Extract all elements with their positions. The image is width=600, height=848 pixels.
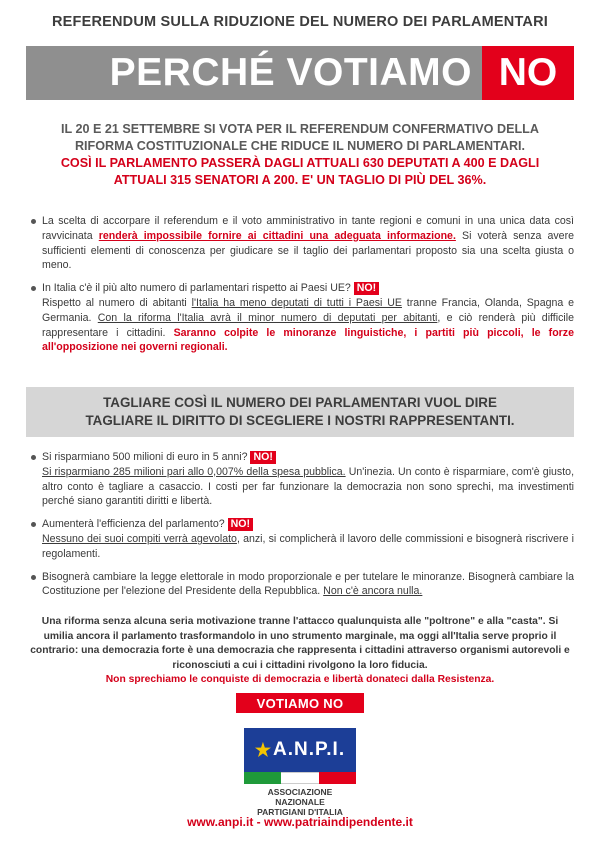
italian-flag-icon (244, 772, 356, 784)
statement-line-2: TAGLIARE IL DIRITTO DI SCEGLIERE I NOSTRI RAPPRESENTANTI. (85, 413, 515, 428)
bullet-highlight: Saranno colpite le minoranze linguistiche, i partiti più piccoli, le forze all'opposizione nei governi regionali. (42, 326, 574, 354)
bullet-text: , e ciò renderà più difficile rappresentare i cittadini. (42, 311, 574, 339)
bullet-underlined: Si risparmiano 285 milioni pari allo 0,007% della spesa pubblica. (42, 465, 346, 478)
bullet-question: Si risparmiano 500 milioni di euro in 5 anni? (42, 451, 251, 463)
bullet-highlight: renderà impossibile fornire ai cittadini una adeguata informazione. (98, 229, 456, 242)
page-supertitle: REFERENDUM SULLA RIDUZIONE DEL NUMERO DEI PARLAMENTARI (51, 14, 548, 30)
logo-mark (244, 728, 356, 772)
logo-acronym: A.N.P.I. (273, 739, 346, 760)
no-badge: NO! (228, 518, 253, 531)
closing-paragraph: Una riforma senza alcuna seria motivazione tranne l'attacco qualunquista alle "poltrone" e alla "casta". Si umilia ancora il parlamento trasformandolo in uno strumento marginale, ma oggi all'Italia serve proprio il contrario: una democrazia forte è una democrazia che rappresenta i cittadini attraverso organismi autorevoli e riconosciuti a cui i cittadini rivolgono la loro fiducia. (30, 616, 570, 671)
list-item (26, 517, 574, 561)
no-badge: NO! (354, 282, 379, 295)
bullet-underlined: Non c'è ancora nulla. (323, 585, 423, 598)
bullet-text: Un'inezia. Un conto è risparmiare, com'è giusto, altro conto è tagliare a casaccio. I costi per far funzionare la democrazia non sono sprechi, ma investimenti perché siano garantiti diritti e libertà. (42, 465, 575, 508)
list-item (26, 450, 574, 509)
title-banner (26, 46, 574, 100)
bullet-text: Bisognerà cambiare la legge elettorale in modo proporzionale e per tutelare le minoranze. Bisognerà cambiare la Costituzione per l'elezione del Presidente della Repubblica. (42, 570, 574, 598)
bullet-question: In Italia c'è il più alto numero di parlamentari rispetto ai Paesi UE? (42, 282, 354, 295)
intro-text (26, 121, 574, 189)
bullet-underlined: Nessuno dei suoi compiti verrà agevolato (42, 532, 237, 545)
logo-caption (244, 787, 356, 817)
intro-red-line-1: COSÌ IL PARLAMENTO PASSERÀ DAGLI ATTUALI 630 DEPUTATI A 400 E DAGLI (60, 156, 540, 170)
bullet-underlined: Con la riforma l'Italia avrà il minor numero di deputati per abitanti (97, 311, 438, 324)
bullet-text: Si voterà senza avere sufficienti elementi di conoscenza per giudicare se il taglio dei parlamentari proposto sia una scelta giusta o meno. (42, 229, 574, 272)
bullet-text: La scelta di accorpare il referendum e il voto amministrativo in tante regioni e comuni in una unica data così ravvicinata (42, 215, 574, 242)
list-item (26, 281, 574, 355)
banner-title: PERCHÉ VOTIAMO (26, 46, 482, 100)
statement-box (26, 387, 574, 437)
footer-links[interactable]: www.anpi.it - www.patriaindipendente.it (187, 815, 413, 829)
closing-text (26, 615, 574, 688)
statement-line-1: TAGLIARE COSÌ IL NUMERO DEI PARLAMENTARI VUOL DIRE (103, 395, 497, 410)
no-badge: NO! (250, 451, 275, 464)
banner-no: NO (482, 46, 574, 100)
bullet-question: Aumenterà l'efficienza del parlamento? (42, 518, 228, 531)
bullets-top (26, 214, 574, 363)
bullet-underlined: l'Italia ha meno deputati di tutti i Paesi UE (191, 296, 402, 309)
intro-red-line-2: ATTUALI 315 SENATORI A 200. E' UN TAGLIO DI PIÙ DEL 36%. (113, 173, 487, 187)
anpi-logo (244, 728, 356, 817)
closing-red-line: Non sprechiamo le conquiste di democrazia e libertà donateci dalla Resistenza. (105, 674, 495, 686)
votiamo-no-badge: VOTIAMO NO (236, 693, 364, 713)
intro-line-1: IL 20 E 21 SETTEMBRE SI VOTA PER IL REFERENDUM CONFERMATIVO DELLA (61, 122, 539, 136)
bullet-text: Rispetto al numero di abitanti (42, 296, 192, 309)
bullets-bottom (26, 450, 574, 607)
logo-caption-line-1: ASSOCIAZIONE NAZIONALE (267, 787, 333, 807)
star-icon: ★ (254, 739, 273, 760)
list-item (26, 570, 574, 600)
intro-line-2: RIFORMA COSTITUZIONALE CHE RIDUCE IL NUMERO DI PARLAMENTARI. (74, 139, 526, 153)
list-item (26, 214, 574, 273)
logo-caption-line-2: PARTIGIANI D'ITALIA (257, 807, 343, 817)
bullet-text: , anzi, si complicherà il lavoro delle commissioni e bisognerà riscrivere i regolamenti. (42, 532, 574, 560)
bullet-text: tranne Francia, Olanda, Spagna e Germania. (42, 296, 574, 324)
